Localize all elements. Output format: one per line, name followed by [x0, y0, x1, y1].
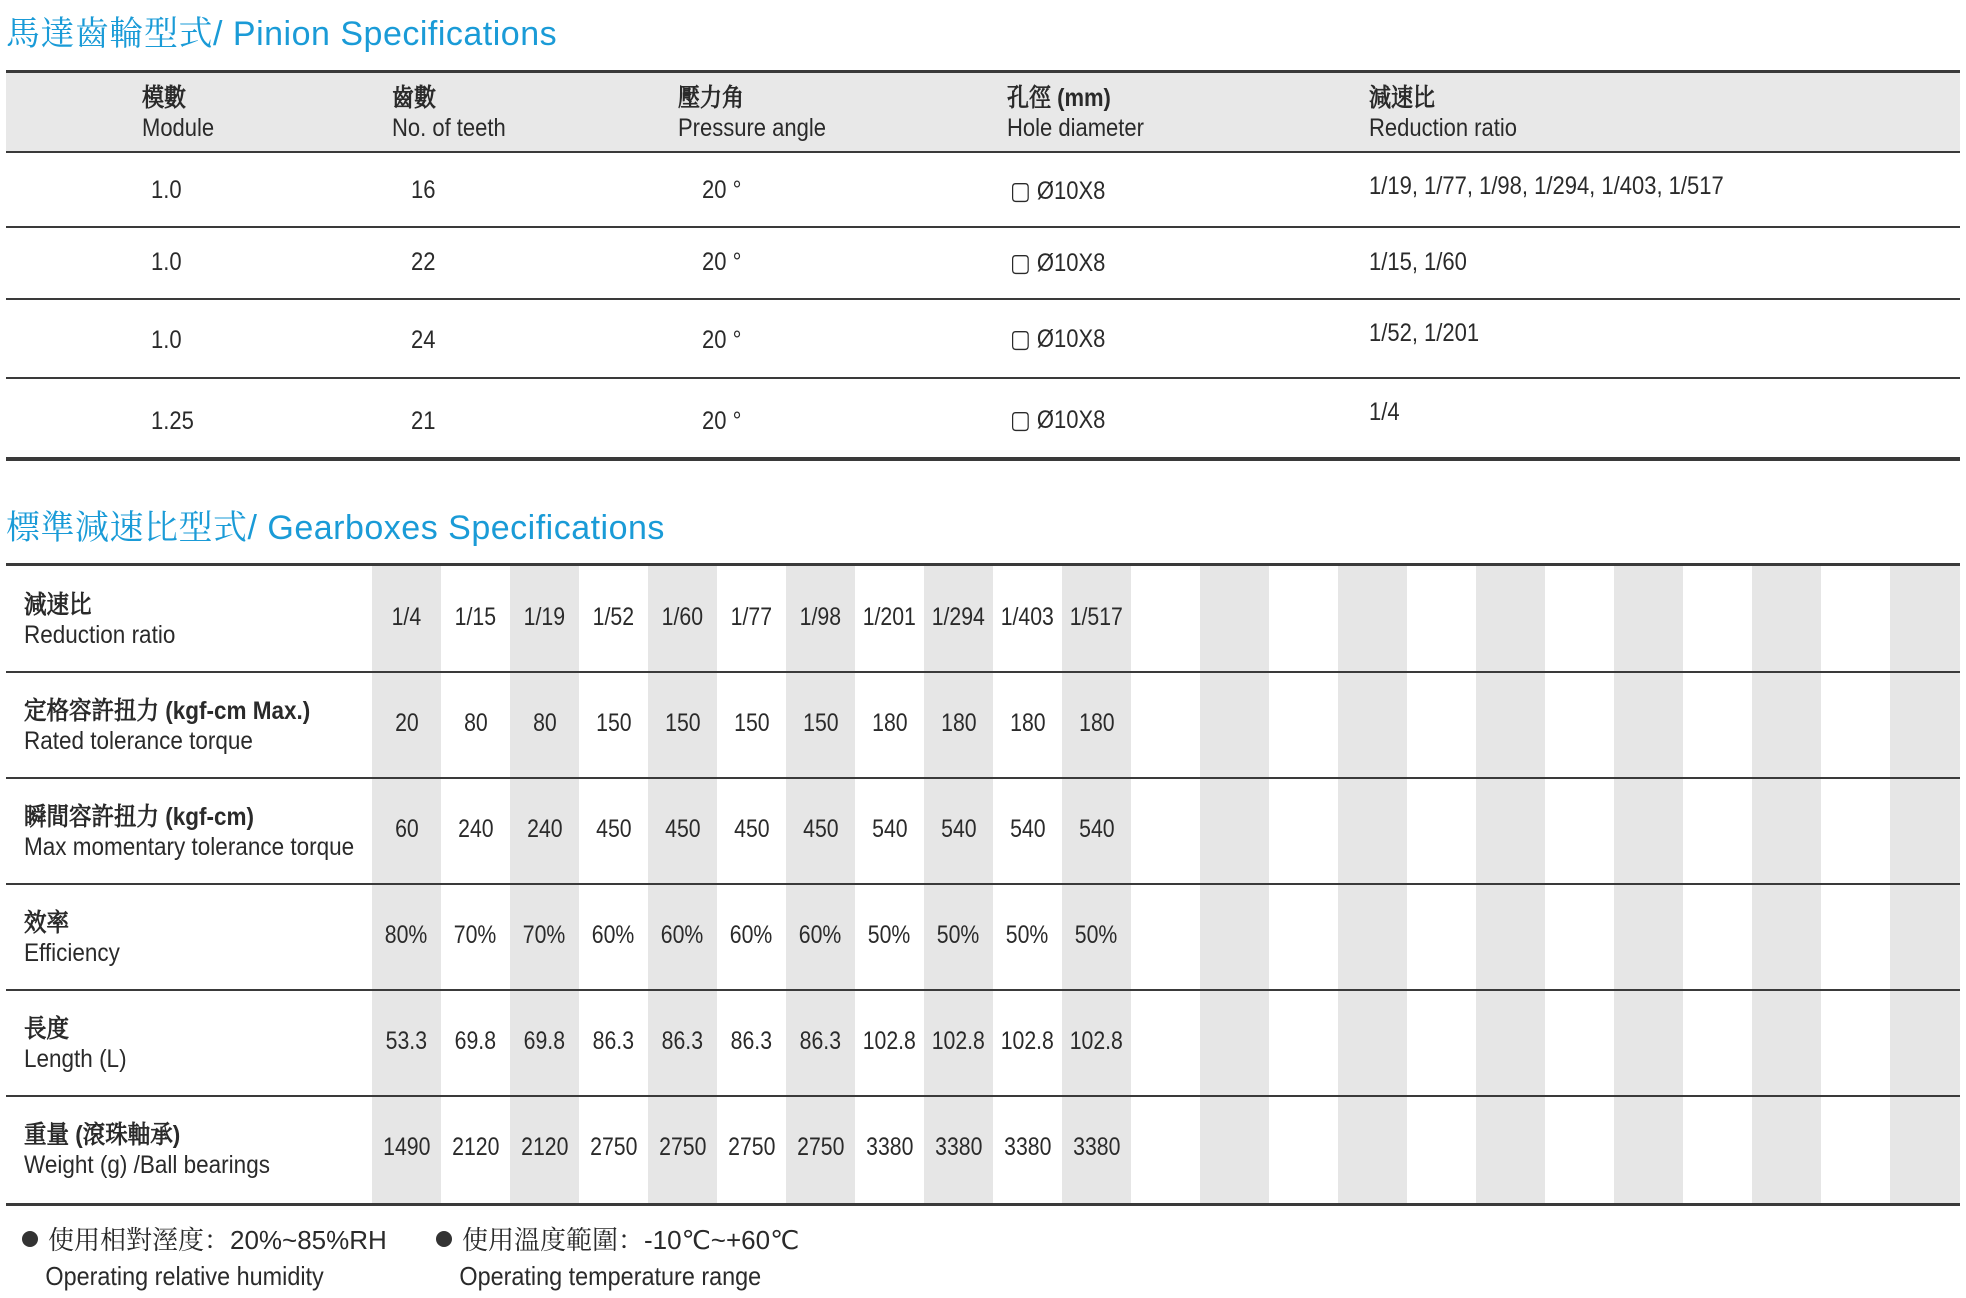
table-cell: 1/517: [1069, 603, 1124, 631]
table-cell: 60%: [730, 921, 773, 949]
bullet-icon: [22, 1231, 38, 1247]
pinion-table: [6, 70, 1960, 461]
table-cell: 70%: [523, 921, 566, 949]
cell-angle: 20 °: [702, 248, 742, 276]
table-cell: 50%: [1006, 921, 1049, 949]
table-cell: 80%: [385, 921, 428, 949]
table-cell: 2750: [589, 1133, 638, 1161]
table-cell: 1/52: [592, 603, 635, 631]
table-cell: 2750: [658, 1133, 707, 1161]
cell-module: 1.0: [151, 326, 182, 354]
cell-angle: 20 °: [702, 176, 742, 204]
header-reduction-ratio: 減速比 Reduction ratio: [1369, 84, 1517, 142]
cell-module: 1.0: [151, 176, 182, 204]
table-cell: 540: [1078, 815, 1115, 843]
header-pressure-angle: 壓力角 Pressure angle: [678, 84, 826, 142]
table-cell: 540: [871, 815, 908, 843]
table-cell: 1/60: [661, 603, 704, 631]
table-row: [6, 228, 1960, 300]
gearbox-table: [6, 563, 1960, 1206]
table-cell: 180: [1009, 709, 1046, 737]
header-teeth: 齒數 No. of teeth: [392, 84, 506, 142]
table-cell: 180: [940, 709, 977, 737]
cell-ratio: 1/4: [1369, 398, 1400, 426]
table-cell: 50%: [868, 921, 911, 949]
cell-module: 1.25: [151, 407, 194, 435]
table-cell: 540: [1009, 815, 1046, 843]
table-cell: 3380: [865, 1133, 914, 1161]
table-cell: 69.8: [523, 1027, 566, 1055]
table-cell: 53.3: [385, 1027, 428, 1055]
row-divider: [6, 989, 1960, 991]
table-cell: 450: [595, 815, 632, 843]
row-label-weight: 重量 (滾珠軸承) Weight (g) /Ball bearings: [24, 1121, 270, 1179]
row-label-momentary-torque: 瞬間容許扭力 (kgf-cm) Max momentary tolerance torque: [24, 803, 355, 861]
table-cell: 240: [457, 815, 494, 843]
table-cell: 80: [463, 709, 488, 737]
row-label-reduction-ratio: 減速比 Reduction ratio: [24, 591, 176, 649]
pinion-section-title: 馬達齒輪型式/ Pinion Specifications: [6, 15, 558, 53]
table-cell: 102.8: [1069, 1027, 1124, 1055]
cell-angle: 20 °: [702, 326, 742, 354]
table-cell: 1/98: [799, 603, 842, 631]
gearbox-section-title: 標準減速比型式/ Gearboxes Specifications: [6, 509, 665, 547]
table-row: [6, 379, 1960, 461]
table-cell: 3380: [934, 1133, 983, 1161]
table-cell: 50%: [1075, 921, 1118, 949]
note-humidity: 使用相對溼度：20%~85%RH Operating relative humidity: [22, 1222, 387, 1294]
table-cell: 60%: [592, 921, 635, 949]
table-cell: 86.3: [799, 1027, 842, 1055]
table-cell: 450: [664, 815, 701, 843]
cell-hole: ▢ Ø10X8: [1010, 406, 1106, 434]
cell-ratio: 1/52, 1/201: [1369, 319, 1480, 347]
table-cell: 102.8: [931, 1027, 986, 1055]
row-label-length: 長度 Length (L): [24, 1015, 127, 1073]
cell-ratio: 1/19, 1/77, 1/98, 1/294, 1/403, 1/517: [1369, 172, 1724, 200]
table-cell: 2750: [796, 1133, 845, 1161]
cell-hole: ▢ Ø10X8: [1010, 325, 1106, 353]
cell-angle: 20 °: [702, 407, 742, 435]
cell-hole: ▢ Ø10X8: [1010, 177, 1106, 205]
table-cell: 102.8: [1000, 1027, 1055, 1055]
table-row: [6, 153, 1960, 228]
table-cell: 150: [733, 709, 770, 737]
table-cell: 1490: [382, 1133, 431, 1161]
table-cell: 86.3: [730, 1027, 773, 1055]
table-cell: 2120: [451, 1133, 500, 1161]
table-cell: 3380: [1003, 1133, 1052, 1161]
row-divider: [6, 777, 1960, 779]
table-cell: 1/403: [1000, 603, 1055, 631]
row-label-rated-torque: 定格容許扭力 (kgf-cm Max.) Rated tolerance torque: [24, 697, 311, 755]
table-cell: 1/4: [391, 603, 422, 631]
header-hole-diameter: 孔徑 (mm) Hole diameter: [1007, 84, 1144, 142]
table-cell: 80: [532, 709, 557, 737]
cell-teeth: 16: [411, 176, 436, 204]
table-cell: 60%: [799, 921, 842, 949]
table-cell: 240: [526, 815, 563, 843]
row-divider: [6, 671, 1960, 673]
table-cell: 180: [871, 709, 908, 737]
table-cell: 3380: [1072, 1133, 1121, 1161]
table-cell: 150: [595, 709, 632, 737]
table-cell: 540: [940, 815, 977, 843]
cell-ratio: 1/15, 1/60: [1369, 248, 1467, 276]
header-module: 模數 Module: [142, 84, 215, 142]
table-cell: 20: [394, 709, 419, 737]
note-temperature: 使用溫度範圍：-10℃~+60℃ Operating temperature range: [436, 1222, 799, 1294]
cell-hole: ▢ Ø10X8: [1010, 249, 1106, 277]
table-cell: 1/19: [523, 603, 566, 631]
table-cell: 450: [733, 815, 770, 843]
table-cell: 60%: [661, 921, 704, 949]
table-cell: 1/77: [730, 603, 773, 631]
table-cell: 1/201: [862, 603, 917, 631]
table-cell: 1/294: [931, 603, 986, 631]
bullet-icon: [436, 1231, 452, 1247]
table-cell: 150: [802, 709, 839, 737]
table-cell: 180: [1078, 709, 1115, 737]
row-divider: [6, 883, 1960, 885]
cell-teeth: 21: [411, 407, 436, 435]
table-cell: 50%: [937, 921, 980, 949]
table-cell: 450: [802, 815, 839, 843]
pinion-table-header: [6, 70, 1960, 153]
table-cell: 60: [394, 815, 419, 843]
table-cell: 150: [664, 709, 701, 737]
cell-teeth: 22: [411, 248, 436, 276]
table-row: [6, 300, 1960, 379]
cell-module: 1.0: [151, 248, 182, 276]
table-cell: 86.3: [661, 1027, 704, 1055]
table-cell: 2120: [520, 1133, 569, 1161]
table-cell: 2750: [727, 1133, 776, 1161]
table-cell: 102.8: [862, 1027, 917, 1055]
table-cell: 86.3: [592, 1027, 635, 1055]
table-cell: 69.8: [454, 1027, 497, 1055]
cell-teeth: 24: [411, 326, 436, 354]
table-cell: 1/15: [454, 603, 497, 631]
table-cell: 70%: [454, 921, 497, 949]
row-divider: [6, 1095, 1960, 1097]
row-label-efficiency: 效率 Efficiency: [24, 909, 120, 967]
